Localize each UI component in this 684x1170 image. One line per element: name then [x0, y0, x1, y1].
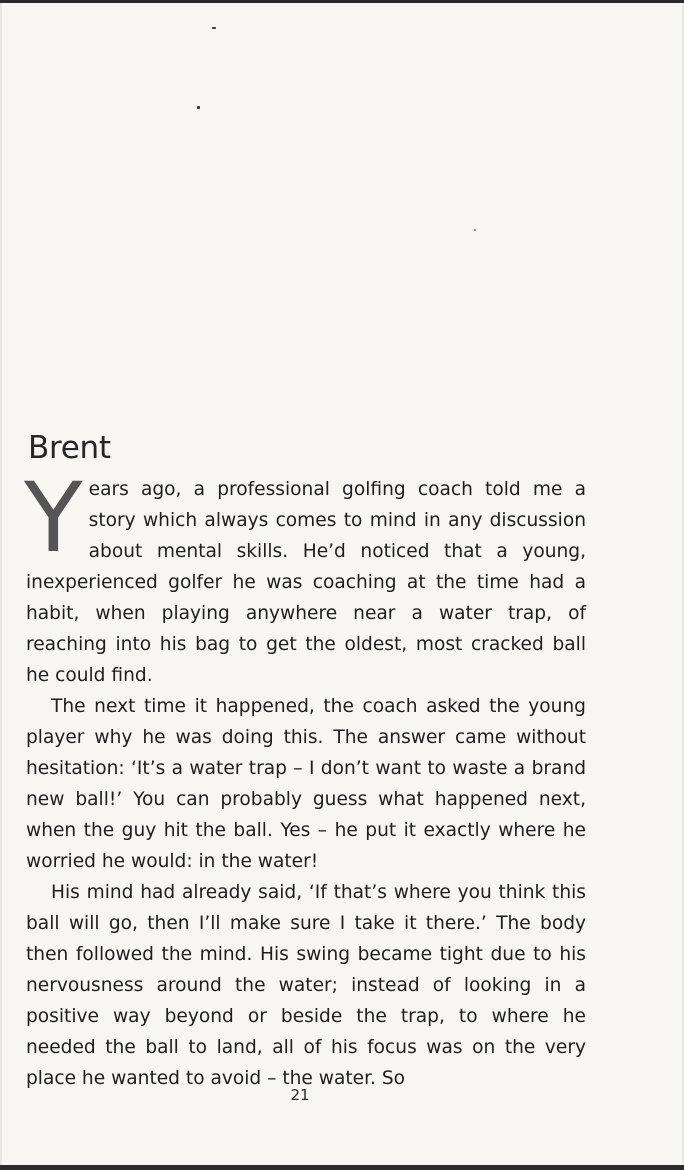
paragraph-1-text: ears ago, a professional golfing coach told me a story which always comes to mind in any discussion about mental skills. He’d noticed that a young, inexperienced golfer he was coaching at the time had a habit, when playing anywhere near a water trap, of reaching into his bag to get the oldest, most cracked ball he could find. — [26, 479, 586, 686]
page-edge-bottom — [0, 1165, 684, 1170]
paragraph-3: His mind had already said, ‘If that’s where you think this ball will go, then I’ll make sure I take it there.’ The body then followed the mind. His swing became tight due to his nervousness around the water; instead of looking in a positive way beyond or beside the trap, to where he needed the ball to land, all of his focus was on the very place he wanted to avoid – the water. So — [26, 882, 586, 1089]
paper-speck — [212, 27, 216, 29]
paragraph-1 — [24, 462, 586, 691]
paper-speck — [474, 229, 476, 231]
paragraph-2: The next time it happened, the coach asked the young player why he was doing this. The answer came without hesitation: ‘It’s a water trap – I don’t want to waste a brand new ball!’ You can probably guess what happened next, when the guy hit the ball. Yes – he put it exactly where he worried he would: in the water! — [26, 696, 586, 872]
page-edge-top — [0, 0, 684, 3]
drop-cap: Y — [24, 462, 83, 574]
paper-speck — [197, 106, 200, 109]
page-number: 21 — [290, 1086, 310, 1104]
body-text — [24, 462, 586, 1094]
section-title: Brent — [28, 430, 111, 466]
